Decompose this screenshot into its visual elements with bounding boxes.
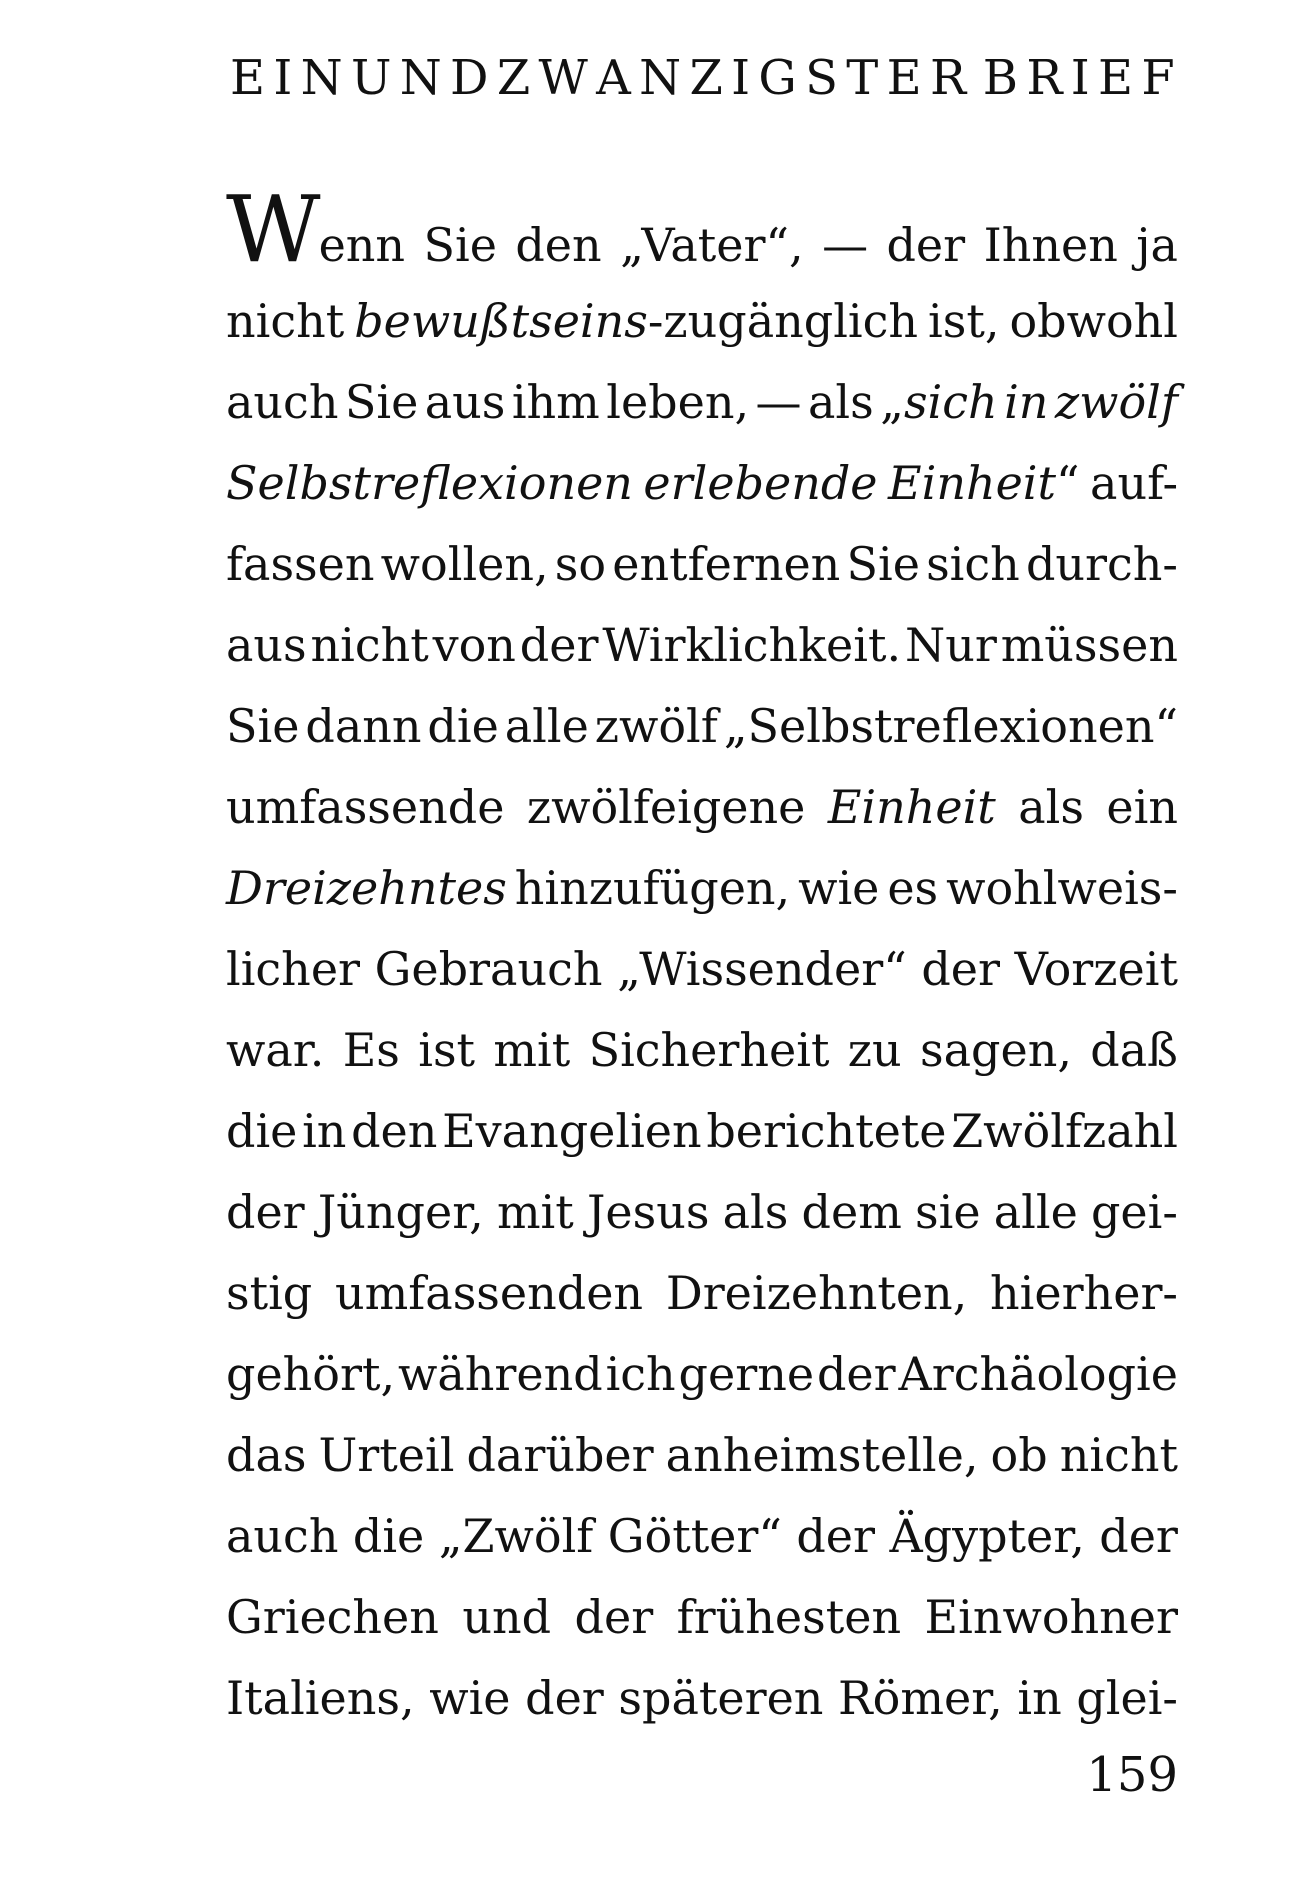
word-text: mit	[493, 1023, 571, 1077]
word-text: berichtete	[706, 1104, 947, 1158]
word-text: Wirklichkeit.	[602, 618, 902, 672]
running-head-letter: E	[886, 50, 922, 106]
word	[512, 362, 600, 443]
word	[994, 1172, 1078, 1253]
word-text: Griechen	[226, 1590, 439, 1644]
word	[643, 443, 877, 524]
running-head-letter: Z	[496, 50, 531, 106]
word-text: Dreizehntes	[226, 861, 507, 915]
word-text: war.	[226, 1023, 325, 1077]
word-text: anheimstelle,	[665, 1428, 979, 1482]
word-text: alle	[504, 699, 589, 753]
word-text: wie	[798, 861, 880, 915]
word	[666, 1253, 967, 1334]
word	[226, 1172, 305, 1253]
word	[311, 605, 429, 686]
word	[828, 767, 996, 848]
word	[226, 524, 375, 605]
word-text: „Selbstreflexionen“	[723, 699, 1178, 753]
word	[798, 848, 879, 929]
word	[990, 1253, 1178, 1334]
word-text: sagen,	[920, 1023, 1072, 1077]
word-text: Sie	[344, 375, 419, 429]
word	[354, 281, 918, 362]
word-text: —	[755, 375, 802, 429]
word-text: zwölf	[594, 699, 718, 753]
word-text: es	[887, 861, 939, 915]
word	[817, 1334, 896, 1415]
word	[846, 524, 919, 605]
word-text: „	[880, 375, 904, 429]
word	[756, 362, 802, 443]
word-text: Einheit	[827, 780, 996, 834]
text-line	[226, 1253, 1178, 1334]
word-text: der	[1099, 1509, 1178, 1563]
word-text: das	[226, 1428, 307, 1482]
word	[520, 605, 599, 686]
word	[429, 1658, 510, 1739]
text-line	[226, 281, 1178, 362]
word	[226, 281, 344, 362]
running-head-letter: N	[399, 50, 442, 106]
page-number: 159	[1086, 1747, 1178, 1803]
word	[433, 605, 516, 686]
word-text: der	[525, 1671, 604, 1725]
word-text: Sie	[423, 218, 497, 272]
word-text: nicht	[1059, 1428, 1178, 1482]
word-text: erlebende	[643, 456, 878, 510]
word	[226, 605, 307, 686]
word	[838, 1658, 1003, 1739]
word-text: obwohl	[1009, 294, 1178, 348]
word-text: während	[397, 1347, 603, 1401]
word	[886, 205, 965, 286]
running-head-letter: F	[1141, 50, 1175, 106]
word	[493, 1010, 570, 1091]
word-suffix: -zugänglich	[647, 294, 919, 348]
word-text: Sicherheit	[588, 1023, 830, 1077]
word	[555, 524, 606, 605]
word-text: ob	[990, 1428, 1048, 1482]
word	[666, 1415, 979, 1496]
word	[226, 362, 338, 443]
word	[1055, 362, 1178, 443]
running-head-letter: I	[731, 50, 751, 106]
word-text: Evangelien	[442, 1104, 702, 1158]
word-text: fassen	[226, 537, 375, 591]
word-text: Sie	[226, 699, 300, 753]
text-line	[226, 1172, 1178, 1253]
word	[915, 1172, 981, 1253]
text-line	[226, 1658, 1178, 1739]
word-text: und	[462, 1590, 552, 1644]
text-line	[226, 605, 1178, 686]
word-text: daß	[1090, 1023, 1178, 1077]
word	[1091, 1172, 1178, 1253]
word	[921, 929, 1000, 1010]
word	[1001, 605, 1178, 686]
word-text: von	[432, 618, 516, 672]
body-text	[226, 176, 1178, 1739]
word-text: der	[886, 218, 966, 272]
word	[880, 362, 998, 443]
word	[602, 605, 901, 686]
word	[442, 1091, 702, 1172]
word	[1076, 1658, 1178, 1739]
word-text: glei-	[1076, 1671, 1178, 1725]
word	[617, 929, 907, 1010]
word-text: Sie	[846, 537, 920, 591]
word-text: „Vater“,	[620, 218, 804, 272]
running-head-letter: W	[538, 50, 588, 106]
word-text: Jesus	[586, 1185, 710, 1239]
word-text: nicht	[310, 618, 429, 672]
word	[618, 1658, 823, 1739]
word-text: darüber	[466, 1428, 654, 1482]
word-text: stig	[226, 1266, 313, 1320]
word-text: auch	[226, 375, 339, 429]
word-text: Einwohner	[924, 1590, 1178, 1644]
word-text: wollen,	[380, 537, 549, 591]
word	[802, 1172, 902, 1253]
word-text: entfernen	[612, 537, 841, 591]
word-text: die	[427, 699, 499, 753]
word-text: frühesten	[676, 1590, 902, 1644]
text-line	[226, 1091, 1178, 1172]
word-text: so	[554, 537, 607, 591]
word	[1136, 205, 1178, 286]
word	[527, 767, 806, 848]
word-text: Einheit	[888, 456, 1056, 510]
word	[226, 1334, 395, 1415]
running-head-letter: N	[639, 50, 682, 106]
word-text: ist,	[928, 294, 1000, 348]
word	[515, 848, 790, 929]
word-text: wie	[429, 1671, 511, 1725]
word-text: Selbstreflexionen	[226, 456, 633, 510]
word-text: als	[722, 1185, 789, 1239]
word-text: ihm	[511, 375, 600, 429]
word	[226, 1415, 306, 1496]
running-head	[230, 48, 1175, 108]
text-line	[226, 1577, 1178, 1658]
word-text: den	[351, 1104, 438, 1158]
word-text: —	[822, 218, 869, 272]
word-text: mit	[496, 1185, 574, 1239]
text-line	[226, 929, 1178, 1010]
word-text: müssen	[1000, 618, 1178, 672]
word-text: der	[226, 1185, 305, 1239]
running-head-letter: S	[805, 50, 838, 106]
word	[612, 524, 840, 605]
running-head-letter: T	[846, 50, 879, 106]
word-text: Vorzeit	[1014, 942, 1178, 996]
word	[497, 1172, 574, 1253]
word	[1017, 1658, 1061, 1739]
word	[946, 848, 1178, 929]
word-text: „Wissender“	[617, 942, 907, 996]
word	[1060, 1415, 1178, 1496]
word-text: der	[796, 1509, 876, 1563]
word-text: die	[226, 1104, 298, 1158]
word-text: den	[515, 218, 602, 272]
word	[302, 1091, 346, 1172]
word-text: auch	[226, 1509, 339, 1563]
word	[679, 1334, 815, 1415]
word	[984, 205, 1118, 286]
word-text: Archäologie	[898, 1347, 1178, 1401]
initial-letter: W	[226, 176, 321, 283]
word-text: hinzufügen,	[514, 861, 791, 915]
word-text: Götter“	[607, 1509, 782, 1563]
word	[796, 1496, 875, 1577]
word	[589, 1010, 830, 1091]
word	[1004, 362, 1048, 443]
word	[226, 1091, 297, 1172]
word	[226, 686, 299, 767]
word	[888, 443, 1080, 524]
word	[381, 524, 549, 605]
word	[226, 1010, 324, 1091]
word	[398, 1334, 603, 1415]
word	[423, 205, 496, 286]
word	[319, 1415, 455, 1496]
word	[1106, 767, 1178, 848]
word-text: Jünger,	[317, 1185, 484, 1239]
word-text: ein	[1106, 780, 1178, 834]
word	[525, 1658, 604, 1739]
text-line	[226, 1415, 1178, 1496]
word-text: umfassenden	[335, 1266, 644, 1320]
word	[375, 929, 603, 1010]
word	[889, 1496, 1084, 1577]
word	[808, 362, 874, 443]
word	[226, 848, 507, 929]
word	[723, 1172, 789, 1253]
word	[427, 686, 498, 767]
word	[928, 281, 999, 362]
word-text: ich	[605, 1347, 676, 1401]
word-text: ja	[1136, 218, 1178, 272]
word-text: aus	[424, 375, 506, 429]
word	[226, 176, 406, 286]
word-text: sich	[926, 537, 1020, 591]
word	[991, 1415, 1048, 1496]
word	[1009, 281, 1178, 362]
word	[1026, 524, 1178, 605]
word	[606, 362, 749, 443]
word	[343, 1010, 400, 1091]
word-text: durch-	[1025, 537, 1178, 591]
word-text: späteren	[618, 1671, 824, 1725]
word	[305, 686, 421, 767]
word-text: dann	[305, 699, 422, 753]
word-text: sich	[903, 375, 998, 429]
running-head-letter: D	[450, 50, 489, 106]
word-text: der	[574, 1590, 654, 1644]
word	[575, 1577, 654, 1658]
word	[335, 1253, 643, 1334]
word-text: auf-	[1090, 456, 1178, 510]
word-text: nicht	[226, 294, 345, 348]
word	[606, 1334, 676, 1415]
word	[677, 1577, 901, 1658]
word	[226, 1253, 312, 1334]
running-head-letter: N	[300, 50, 343, 106]
word	[887, 848, 938, 929]
word	[425, 362, 506, 443]
word-text: der	[921, 942, 1000, 996]
word	[505, 686, 589, 767]
word-text: Nur	[904, 618, 997, 672]
word	[226, 1577, 439, 1658]
running-head-letter: I	[1070, 50, 1090, 106]
word-text: dem	[801, 1185, 902, 1239]
word	[822, 205, 868, 286]
word-text: wohlweis-	[946, 861, 1178, 915]
word-text: Dreizehnten,	[665, 1266, 968, 1320]
word	[345, 362, 418, 443]
running-head-letter: I	[273, 50, 293, 106]
text-line	[226, 362, 1178, 443]
running-head-letter: G	[758, 50, 797, 106]
word-text: enn	[318, 218, 406, 272]
word	[466, 1415, 653, 1496]
running-head-letter: Z	[689, 50, 723, 106]
word-text: der	[816, 1347, 896, 1401]
word	[898, 1334, 1178, 1415]
word	[587, 1172, 710, 1253]
running-head-letter: R	[1026, 50, 1063, 106]
word-text: Zwölfzahl	[951, 1104, 1178, 1158]
word	[418, 1010, 475, 1091]
word-text: die	[352, 1509, 425, 1563]
word-text: als	[1018, 780, 1084, 834]
running-head-letter: E	[230, 50, 266, 106]
text-line	[226, 686, 1178, 767]
word-text: Römer,	[838, 1671, 1003, 1725]
word	[226, 767, 504, 848]
word-text: Ägypter,	[889, 1509, 1085, 1563]
word-text: „Zwölf	[438, 1509, 594, 1563]
word	[724, 686, 1178, 767]
word	[439, 1496, 594, 1577]
word-text: sie	[915, 1185, 981, 1239]
word	[926, 524, 1020, 605]
word-text: gei-	[1090, 1185, 1178, 1239]
word-text: Italiens,	[226, 1671, 415, 1725]
word	[1090, 443, 1178, 524]
word-text: zwölf	[1054, 375, 1178, 429]
word-text: gehört,	[226, 1347, 396, 1401]
word	[462, 1577, 551, 1658]
word	[226, 1658, 415, 1739]
word	[905, 605, 997, 686]
word	[1018, 767, 1084, 848]
text-line	[226, 524, 1178, 605]
word-text: leben,	[606, 375, 750, 429]
text-line	[226, 1010, 1178, 1091]
word	[1015, 929, 1178, 1010]
word-text: Ihnen	[983, 218, 1118, 272]
word	[226, 443, 633, 524]
word-text: Es	[342, 1023, 400, 1077]
word	[620, 205, 804, 286]
word	[351, 1091, 437, 1172]
word-text: zwölfeigene	[526, 780, 806, 834]
word-text: in	[1017, 1671, 1062, 1725]
word	[515, 205, 601, 286]
running-head-letter: U	[350, 50, 392, 106]
word-text: zu	[847, 1023, 902, 1077]
word-text: Gebrauch	[374, 942, 603, 996]
running-head-letter: R	[929, 50, 967, 106]
word	[920, 1010, 1072, 1091]
word	[595, 686, 718, 767]
word-text: bewußtseins	[354, 294, 648, 348]
word	[608, 1496, 782, 1577]
text-line	[226, 443, 1178, 524]
word	[226, 929, 360, 1010]
word	[706, 1091, 946, 1172]
word-text: als	[807, 375, 874, 429]
word	[925, 1577, 1178, 1658]
text-line	[226, 767, 1178, 848]
word	[318, 1172, 484, 1253]
text-line	[226, 848, 1178, 929]
running-head-letter: A	[596, 50, 631, 106]
word-text: hierher-	[990, 1266, 1178, 1320]
word-text: umfassende	[226, 780, 505, 834]
word-text: der	[519, 618, 599, 672]
word-text: licher	[226, 942, 361, 996]
word	[848, 1010, 902, 1091]
word-text: in	[302, 1104, 347, 1158]
word	[951, 1091, 1178, 1172]
word-suffix: “	[1056, 456, 1080, 510]
word-text: in	[1004, 375, 1049, 429]
word-text: alle	[993, 1185, 1078, 1239]
word-text: gerne	[678, 1347, 815, 1401]
text-line	[226, 176, 1178, 283]
word-text: Urteil	[318, 1428, 455, 1482]
text-line	[226, 1334, 1178, 1415]
word	[353, 1496, 424, 1577]
word-text: aus	[226, 618, 307, 672]
text-line	[226, 1496, 1178, 1577]
word	[226, 1496, 338, 1577]
word	[1099, 1496, 1178, 1577]
running-head-letter: B	[982, 50, 1018, 106]
word-text: ist	[418, 1023, 476, 1077]
running-head-letter: E	[1098, 50, 1134, 106]
word	[1090, 1010, 1178, 1091]
